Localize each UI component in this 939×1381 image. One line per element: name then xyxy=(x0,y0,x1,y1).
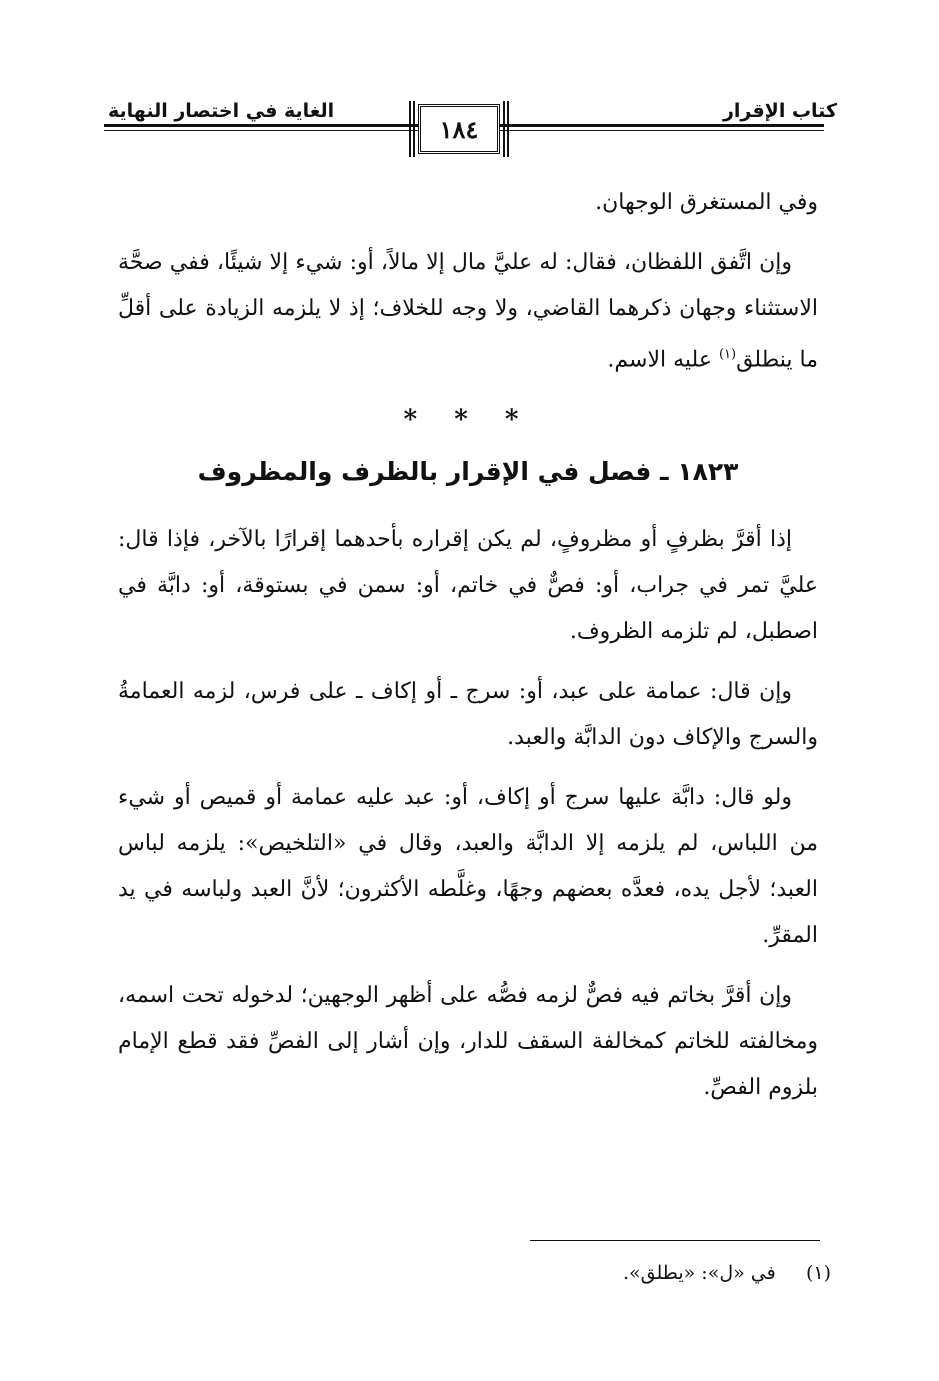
page-header xyxy=(0,0,939,170)
paragraph-3: إذا أقرَّ بظرفٍ أو مظروفٍ، لم يكن إقراره بأحدهما إقرارًا بالآخر، فإذا قال: عليَّ تمر في جراب، أو: فصٌّ في خاتم، أو: سمن في بستوقة، أو: دابَّة في اصطبل، لم تلزمه الظروف. xyxy=(118,527,818,645)
page-number xyxy=(418,104,500,154)
paragraph-5: ولو قال: دابَّة عليها سرج أو إكاف، أو: عبد عليه عمامة أو قميص أو شيء من اللباس، لم يلزمه إلا الدابَّة والعبد، وقال في «التلخيص»: يلزمه لباس العبد؛ لأجل يده، فعدَّه بعضهم وجهًا، وغلَّطه الأكثرون؛ لأنَّ العبد ولباسه في يد المقرِّ. xyxy=(118,785,818,949)
footnote-text: في «ل»: «يطلق». xyxy=(622,1262,776,1284)
paragraph-2 xyxy=(118,240,818,383)
main-text xyxy=(118,180,818,1125)
section-heading: ١٨٢٣ ـ فصل في الإقرار بالظرف والمظروف xyxy=(197,457,739,487)
paragraph-2-text: وإن اتَّفق اللفظان، فقال: له عليَّ مال إلا مالاً، أو: شيء إلا شيئًا، ففي صحَّة الاستثناء وجهان ذكرهما القاضي، ولا وجه للخلاف؛ إذ لا يلزمه الزيادة على أقلِّ ما ينطلق xyxy=(118,250,818,373)
footnote-rule xyxy=(530,1240,820,1241)
section-separator: * * * xyxy=(403,405,533,436)
paragraph-1: وفي المستغرق الوجهان. xyxy=(595,190,818,215)
footnote-ref: (١) xyxy=(718,347,737,362)
paragraph-2-end: عليه الاسم. xyxy=(607,347,719,373)
page-number-text: ١٨٤ xyxy=(439,114,479,144)
chapter-title: كتاب الإقرار xyxy=(722,100,837,122)
paragraph-6: وإن أقرَّ بخاتم فيه فصٌّ لزمه فصُّه على أظهر الوجهين؛ لدخوله تحت اسمه، ومخالفته للخاتم كمخالفة السقف للدار، وإن أشار إلى الفصِّ فقد قطع الإمام بلزوم الفصِّ. xyxy=(118,983,818,1101)
footnote-marker: (١) xyxy=(805,1262,831,1284)
paragraph-4: وإن قال: عمامة على عبد، أو: سرج ـ أو إكاف ـ على فرس، لزمه العمامةُ والسرج والإكاف دون الدابَّة والعبد. xyxy=(118,679,818,751)
footnote xyxy=(623,1262,831,1284)
book-title: الغاية في اختصار النهاية xyxy=(108,100,335,122)
